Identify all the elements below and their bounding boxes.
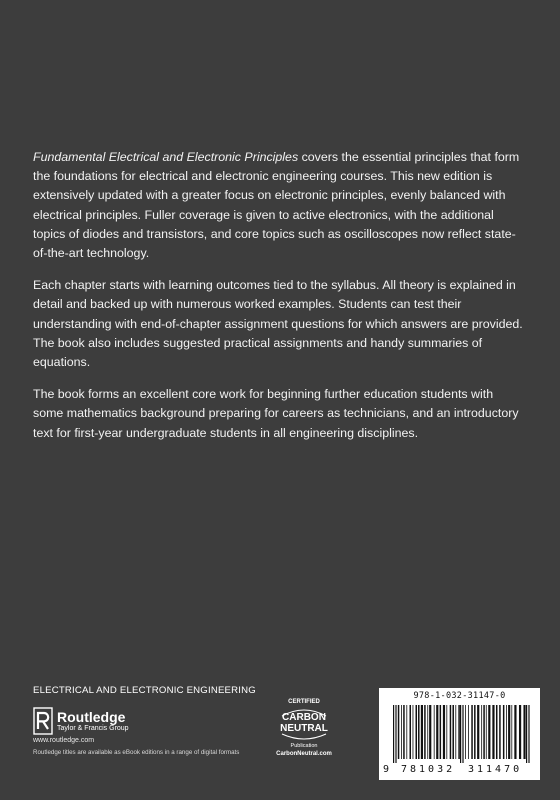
barcode-bar <box>410 705 412 759</box>
barcode-bar <box>471 705 473 759</box>
barcode-bar <box>474 705 476 759</box>
barcode-bar <box>460 705 461 763</box>
barcode-bar <box>519 705 521 759</box>
barcode-bar <box>424 705 426 759</box>
barcode-bar <box>499 705 501 759</box>
publisher-group: Taylor & Francis Group <box>57 724 129 732</box>
barcode-bar <box>526 705 527 763</box>
publisher-logo <box>33 707 273 735</box>
barcode-bar <box>465 705 466 759</box>
barcode-bar <box>395 705 396 763</box>
publisher-url: www.routledge.com <box>33 737 95 744</box>
isbn-right-digits: 311470 <box>468 764 523 775</box>
publisher-name: Routledge <box>57 708 126 725</box>
barcode-bar <box>450 705 452 759</box>
blurb-paragraph-1-text: covers the essential principles that form the foundations for electrical and electronic engineering courses. This new edition is extensively updated with a greater focus on electronic principles, evenly balanced with electrical principles. Fuller coverage is given to active electronics, with the additional topics of diodes and transistors, and core topics such as oscilloscopes now reflect state-of-the-art technology. <box>33 150 520 261</box>
barcode-bar <box>481 705 482 759</box>
publisher-block <box>33 707 273 756</box>
barcode-bars <box>393 705 533 763</box>
barcode-bar <box>406 705 407 759</box>
blurb <box>33 148 523 456</box>
barcode-bar <box>413 705 414 759</box>
cn-neutral: NEUTRAL <box>280 723 328 734</box>
cn-carbon: CARBON <box>282 712 326 723</box>
barcode-bar <box>488 705 490 759</box>
subject-category: ELECTRICAL AND ELECTRONIC ENGINEERING <box>33 685 256 696</box>
barcode-bar <box>443 705 445 759</box>
barcode-bar <box>503 705 505 759</box>
barcode-bar <box>506 705 507 759</box>
barcode-bar <box>477 705 479 759</box>
cn-certified: CERTIFIED <box>288 699 320 705</box>
barcode-bar <box>421 705 423 759</box>
barcode-bar <box>486 705 487 759</box>
barcode-bar <box>418 705 420 759</box>
barcode-bar <box>508 705 510 759</box>
barcode-bar <box>440 705 442 759</box>
barcode-bar <box>523 705 525 759</box>
barcode-bar <box>403 705 405 759</box>
isbn-first-digit: 9 <box>383 764 390 775</box>
book-title: Fundamental Electrical and Electronic Principles <box>33 150 299 164</box>
barcode-bar <box>528 705 529 763</box>
barcode-bar <box>401 705 402 759</box>
barcode <box>379 688 540 780</box>
barcode-bar <box>446 705 447 759</box>
barcode-bar <box>393 705 394 763</box>
barcode-bar <box>458 705 460 759</box>
barcode-bar <box>416 705 418 759</box>
barcode-bar <box>462 705 463 763</box>
cn-publication: Publication <box>290 743 318 749</box>
barcode-bar <box>496 705 498 759</box>
blurb-paragraph-2: Each chapter starts with learning outcomes tied to the syllabus. All theory is explained in detail and backed up with numerous worked examples. Students can test their understanding with end-of-chapter assignment questions for which answers are provided. The book also includes suggested practical assignments and handy summaries of equations. <box>33 278 523 370</box>
barcode-bar <box>398 705 400 759</box>
barcode-bar <box>511 705 512 759</box>
barcode-bar <box>483 705 485 759</box>
carbon-neutral-seal <box>268 694 340 757</box>
barcode-bar <box>434 705 435 759</box>
isbn-label: 978-1-032-31147-0 <box>413 691 506 701</box>
barcode-bar <box>427 705 428 759</box>
routledge-r-icon <box>33 707 53 735</box>
barcode-bar <box>429 705 431 759</box>
barcode-bar <box>455 705 456 759</box>
blurb-paragraph-1 <box>33 148 523 263</box>
barcode-bar <box>492 705 494 759</box>
barcode-bar <box>452 705 454 759</box>
blurb-paragraph-3: The book forms an excellent core work for beginning further education students with some mathematics background preparing for careers as technicians, and an introductory text for first-year undergraduate students in all engineering disciplines. <box>33 387 519 440</box>
barcode-bar <box>436 705 438 759</box>
ebook-note: Routledge titles are available as eBook editions in a range of digital formats <box>33 749 240 756</box>
carbon-neutral-logo-icon <box>274 694 334 750</box>
barcode-bar <box>468 705 469 759</box>
barcode-bar <box>514 705 516 759</box>
isbn-left-digits: 781032 <box>401 764 456 775</box>
carbon-neutral-url: CarbonNeutral.com <box>276 751 332 757</box>
